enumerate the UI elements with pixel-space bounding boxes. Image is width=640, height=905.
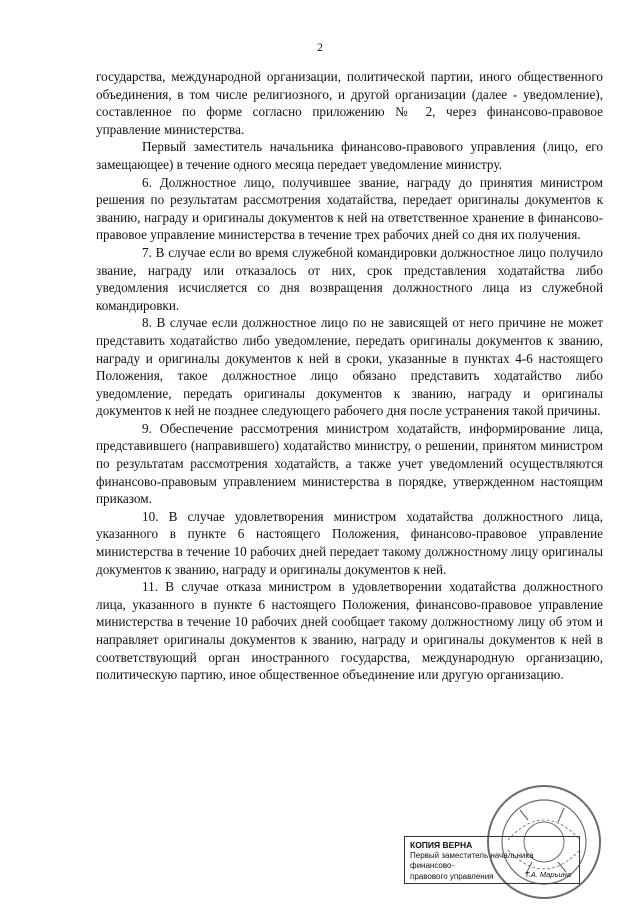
copy-stamp-position-line2: правового управления [410, 871, 494, 881]
certified-copy-stamp [404, 836, 580, 884]
paragraph-continuation: государства, международной организации, политической партии, иного общественного объединения, в том числе религиозного, и другой организации (далее - уведомление), составленное по форме согласно приложению № 2, через финансово-правовое управление министерства. [96, 69, 603, 137]
copy-stamp-position-line1: Первый заместитель начальника финансово- [410, 850, 534, 870]
copy-stamp-signer: Т.А. Марьина [524, 869, 571, 879]
paragraph-item-11: 11. В случае отказа министром в удовлетворении ходатайства должностного лица, указанного в пункте 6 настоящего Положения, финансово-правовое управление министерства в течение 10 рабочих дней сообщает такому должностному лицу об этом и направляет оригиналы документов к званию, награду и оригиналы документов к ней в соответствующий орган иностранного государства, международную организацию, политическую партию, иное общественное объединение или другую организацию. [96, 579, 603, 683]
paragraph-item-6: 6. Должностное лицо, получившее звание, награду до принятия министром решения по результатам рассмотрения ходатайства, передает оригиналы документов к званию, награду и оригиналы документов к ней на ответственное хранение в финансово-правовое управление министерства в течение трех рабочих дней со дня их получения. [96, 174, 603, 243]
paragraph-item-8: 8. В случае если должностное лицо по не зависящей от него причине не может представить ходатайство либо уведомление, передать оригиналы документов к званию, награду и оригиналы документов к ней в сроки, указанные в пунктах 4-6 настоящего Положения, такое должностное лицо обязано представить ходатайство либо уведомление, передать оригиналы документов к званию, награду и оригиналы документов к ней не позднее следующего рабочего дня после устранения такой причины. [96, 315, 603, 419]
paragraph-item-10: 10. В случае удовлетворения министром ходатайства должностного лица, указанного в пункте 6 настоящего Положения, финансово-правовое управление министерства в течение 10 рабочих дней передает такому должностному лицу оригиналы документов к званию, награду и оригиналы документов к ней. [96, 508, 603, 577]
document-body [96, 68, 603, 684]
paragraph-item-9: 9. Обеспечение рассмотрения министром ходатайств, информирование лица, представившего (направившего) ходатайство министру, о решении, принятом министром по результатам рассмотрения ходатайств, а также учет уведомлений осуществляются финансово-правовым управлением министерства в порядке, утвержденном настоящим приказом. [96, 420, 603, 507]
paragraph-item-7: 7. В случае если во время служебной командировки должностное лицо получило звание, награду или отказалось от них, срок представления ходатайства либо уведомления исчисляется со дня возвращения должностного лица из служебной командировки. [96, 244, 603, 313]
paragraph-first-deputy: Первый заместитель начальника финансово-правового управления (лицо, его замещающее) в течение одного месяца передает уведомление министру. [96, 139, 603, 172]
page-number: 2 [317, 40, 323, 54]
copy-stamp-title: КОПИЯ ВЕРНА [410, 840, 473, 850]
